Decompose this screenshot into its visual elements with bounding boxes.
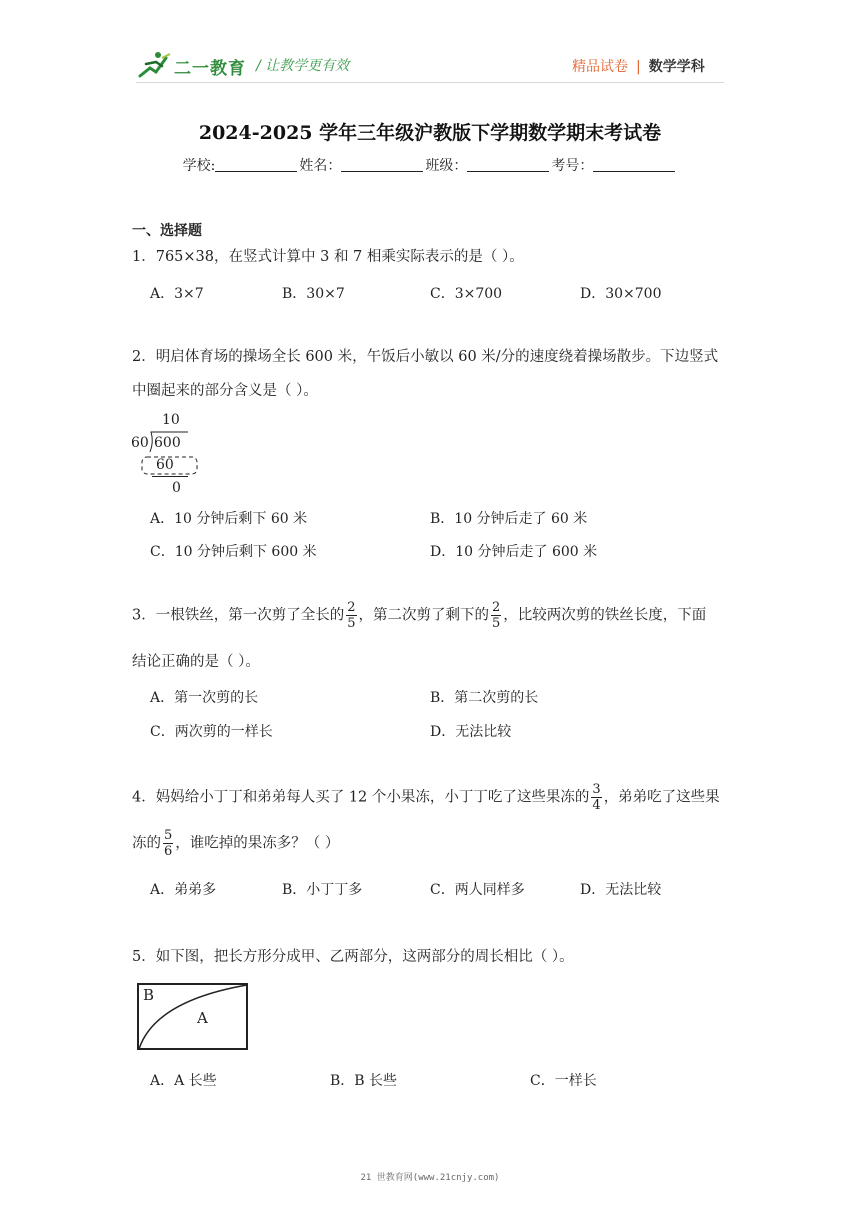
school-label: 学校: [182, 158, 216, 174]
q3-text-c: ，比较两次剪的铁丝长度，下面 [503, 607, 707, 624]
figure-label-a: A [197, 1009, 208, 1027]
q1-option-d[interactable]: D．30×700 [580, 286, 662, 302]
header-tag: 精品试卷 [572, 59, 628, 75]
question-3-line2: 结论正确的是（ ）。 [132, 654, 260, 670]
header-subject: 数学学科 [648, 59, 705, 75]
division-remainder: 0 [172, 480, 181, 496]
q1-option-b[interactable]: B．30×7 [282, 286, 345, 302]
header-separator: | [636, 59, 641, 75]
q3-text-a: 3．一根铁丝，第一次剪了全长的 [132, 607, 345, 624]
q5-option-c[interactable]: C．一样长 [530, 1073, 597, 1089]
q5-option-b[interactable]: B．B 长些 [330, 1073, 398, 1089]
q2-option-d[interactable]: D．10 分钟后走了 600 米 [430, 544, 598, 560]
q2-option-c[interactable]: C．10 分钟后剩下 600 米 [150, 544, 317, 560]
q1-option-a[interactable]: A．3×7 [150, 286, 204, 302]
question-5-text: 5．如下图，把长方形分成甲、乙两部分，这两部分的周长相比（ ）。 [132, 949, 574, 965]
division-quotient: 10 [162, 412, 180, 428]
q4-text-d: ，谁吃掉的果冻多？（ ） [175, 835, 340, 852]
q3-fraction-1 [346, 600, 356, 631]
q4-fraction-2 [163, 828, 173, 859]
q4-frac2-den: 6 [164, 844, 173, 859]
q4-option-c[interactable]: C．两人同样多 [430, 882, 525, 898]
exam-no-blank[interactable] [593, 157, 675, 172]
section-title: 一、选择题 [132, 223, 202, 239]
long-division-figure [130, 410, 210, 500]
q3-frac2-num: 2 [492, 600, 501, 615]
page-title: 2024-2025 学年三年级沪教版下学期数学期末考试卷 [198, 122, 662, 144]
q4-frac2-num: 5 [164, 828, 173, 843]
q3-frac2-den: 5 [492, 616, 501, 631]
q4-text-c: 冻的 [132, 835, 161, 852]
q3-option-a[interactable]: A．第一次剪的长 [150, 690, 259, 706]
q4-text-a: 4．妈妈给小丁丁和弟弟每人买了 12 个小果冻，小丁丁吃了这些果冻的 [132, 789, 590, 806]
figure-label-b: B [143, 986, 155, 1004]
q3-fraction-2 [491, 600, 501, 631]
q3-option-d[interactable]: D．无法比较 [430, 724, 512, 740]
header-right [572, 56, 705, 76]
name-blank[interactable] [341, 157, 423, 172]
division-product: 60 [156, 457, 174, 473]
q4-fraction-1 [591, 782, 601, 813]
exam-no-label: 考号： [551, 158, 594, 174]
q4-frac1-num: 3 [592, 782, 601, 797]
q3-text-b: ，第二次剪了剩下的 [358, 607, 490, 624]
question-4-line1 [132, 782, 720, 813]
question-3-line1 [132, 600, 706, 631]
logo-runner-icon [136, 50, 172, 80]
q4-option-b[interactable]: B．小丁丁多 [282, 882, 363, 898]
division-divisor: 60 [131, 435, 149, 451]
q3-option-b[interactable]: B．第二次剪的长 [430, 690, 539, 706]
class-label: 班级： [425, 158, 468, 174]
q2-option-a[interactable]: A．10 分钟后剩下 60 米 [150, 511, 308, 527]
q2-option-b[interactable]: B．10 分钟后走了 60 米 [430, 511, 588, 527]
logo-text: 二一教育 [174, 59, 246, 79]
q3-frac1-den: 5 [347, 616, 356, 631]
school-blank[interactable] [215, 157, 297, 172]
q1-option-c[interactable]: C．3×700 [430, 286, 503, 302]
student-info-line [0, 155, 860, 175]
question-2-line2: 中圈起来的部分含义是（ ）。 [132, 383, 318, 399]
q5-option-a[interactable]: A．A 长些 [150, 1073, 217, 1089]
footer-text: 21 世教育网(www.21cnjy.com) [360, 1173, 500, 1183]
q4-text-b: ，弟弟吃了这些果 [603, 789, 720, 806]
q4-frac1-den: 4 [592, 798, 601, 813]
name-label: 姓名： [299, 158, 342, 174]
class-blank[interactable] [467, 157, 549, 172]
question-4-line2 [132, 828, 339, 859]
slogan: / 让教学更有效 [256, 58, 350, 74]
q4-option-d[interactable]: D．无法比较 [580, 882, 662, 898]
header-divider [136, 82, 724, 83]
q3-frac1-num: 2 [347, 600, 356, 615]
question-2-line1: 2．明启体育场的操场全长 600 米，午饭后小敏以 60 米/分的速度绕着操场散步。下边竖式 [132, 349, 719, 365]
rectangle-figure [137, 983, 249, 1051]
q3-option-c[interactable]: C．两次剪的一样长 [150, 724, 273, 740]
division-line [152, 476, 188, 477]
question-1-text: 1．765×38，在竖式计算中 3 和 7 相乘实际表示的是（ ）。 [132, 249, 524, 265]
division-dividend: 600 [154, 435, 181, 451]
q4-option-a[interactable]: A．弟弟多 [150, 882, 217, 898]
